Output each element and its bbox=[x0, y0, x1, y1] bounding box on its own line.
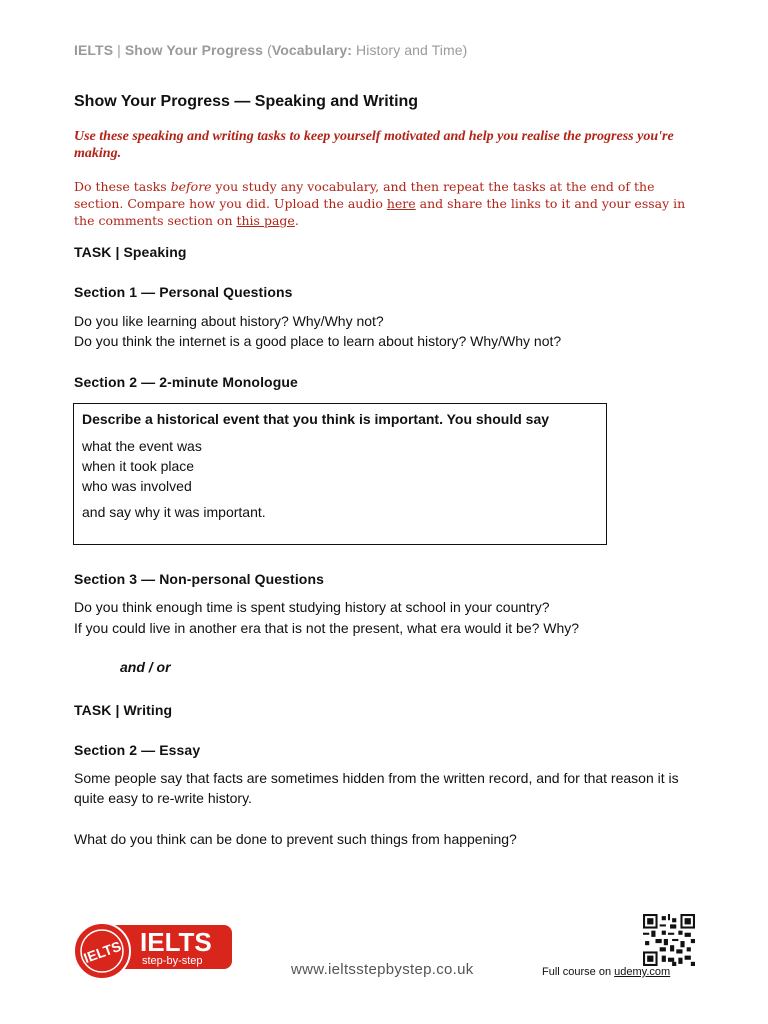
footer-url[interactable]: www.ieltsstepbystep.co.uk bbox=[291, 961, 474, 978]
cue-point: when it took place bbox=[82, 458, 195, 474]
section1-question-1: Do you like learning about history? Why/Why not? bbox=[74, 313, 384, 329]
here-link[interactable]: here bbox=[386, 196, 416, 211]
section3-heading: Section 3 — Non-personal Questions bbox=[74, 571, 324, 587]
header-vocab-label: Vocabulary: bbox=[271, 42, 353, 58]
this-page-link[interactable]: this page bbox=[236, 213, 295, 228]
section1-question-2: Do you think the internet is a good place to learn about history? Why/Why not? bbox=[74, 333, 562, 349]
essay-prompt: Some people say that facts are sometimes hidden from the written record, and for that reason it is quite easy to re-write history. bbox=[74, 770, 679, 806]
cue-point: what the event was bbox=[82, 438, 202, 454]
logo-sub-text: step-by-step bbox=[142, 955, 203, 967]
logo-badge-text: IELTS bbox=[81, 937, 124, 967]
cue-point: who was involved bbox=[82, 478, 192, 494]
page-header: IELTS | Show Your Progress (Vocabulary: History and Time) bbox=[74, 42, 468, 58]
footer-course: Full course on udemy.com bbox=[542, 966, 671, 978]
cue-card bbox=[73, 403, 607, 545]
ielts-logo bbox=[72, 915, 232, 985]
page-title: Show Your Progress — Speaking and Writing bbox=[74, 93, 419, 110]
and-or-label: and / or bbox=[120, 659, 171, 675]
logo-main-text: IELTS bbox=[140, 927, 212, 957]
intro-text: Use these speaking and writing tasks to keep yourself motivated and help you realise the progress you're making. bbox=[74, 129, 674, 161]
section1-heading: Section 1 — Personal Questions bbox=[74, 284, 293, 300]
task-speaking-heading: TASK | Speaking bbox=[74, 244, 187, 260]
section2-heading: Section 2 — 2-minute Monologue bbox=[74, 374, 298, 390]
section3-question-2: If you could live in another era that is not the present, what era would it be? Why? bbox=[74, 620, 580, 636]
header-section: Show Your Progress bbox=[124, 42, 264, 58]
udemy-link[interactable]: udemy.com bbox=[614, 966, 671, 978]
cue-card-closing: and say why it was important. bbox=[82, 504, 266, 520]
cue-card-heading: Describe a historical event that you think is important. You should say bbox=[82, 411, 550, 427]
header-topic: History and Time bbox=[352, 42, 463, 58]
essay-heading: Section 2 — Essay bbox=[74, 742, 201, 758]
section3-question-1: Do you think enough time is spent studying history at school in your country? bbox=[74, 599, 550, 615]
task-writing-heading: TASK | Writing bbox=[74, 702, 173, 718]
header-brand: IELTS bbox=[74, 42, 114, 58]
essay-question: What do you think can be done to prevent such things from happening? bbox=[74, 831, 517, 847]
instructions-paragraph: Do these tasks before you study any vocabulary, and then repeat the tasks at the end of the section. Compare how you did. Upload the audio here and share the links to it and your essay in the comments section on this page. bbox=[74, 179, 686, 228]
qr-code-icon bbox=[643, 914, 695, 966]
